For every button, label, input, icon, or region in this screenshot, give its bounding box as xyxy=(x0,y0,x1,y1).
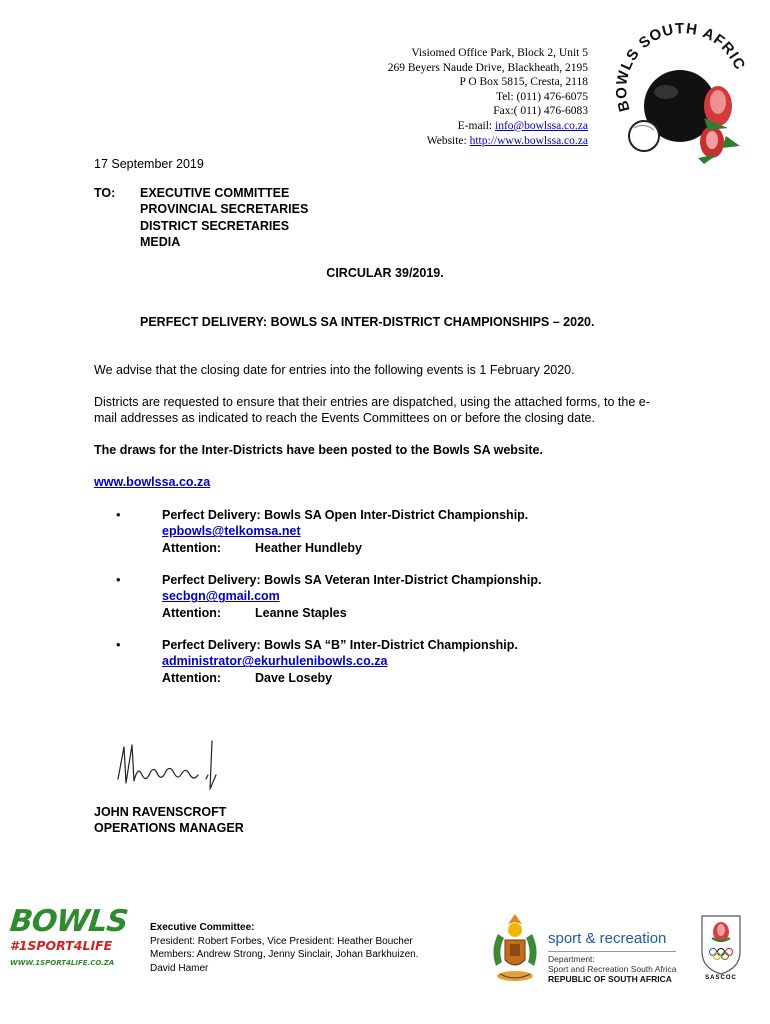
website-line: Website: http://www.bowlssa.co.za xyxy=(426,134,588,147)
event-item xyxy=(116,572,676,624)
committee-line: David Hamer xyxy=(150,962,209,974)
recipient: DISTRICT SECRETARIES xyxy=(140,218,290,233)
committee-heading: Executive Committee: xyxy=(150,922,255,933)
header-website-link[interactable]: http://www.bowlssa.co.za xyxy=(469,134,588,147)
bowls-1sport4life-logo: BOWLS #1SPORT4LIFE WWW.1SPORT4LIFE.CO.ZA xyxy=(8,904,130,967)
sport-recreation-title: sport & recreation xyxy=(548,930,667,947)
address-line: Visiomed Office Park, Block 2, Unit 5 xyxy=(411,47,588,59)
event-item xyxy=(116,637,676,689)
recipient: PROVINCIAL SECRETARIES xyxy=(140,202,309,217)
divider xyxy=(548,951,676,952)
bowls-south-africa-logo xyxy=(608,18,748,168)
bullet-icon: • xyxy=(116,507,121,522)
event-title: Perfect Delivery: Bowls SA “B” Inter-District Championship. xyxy=(162,638,518,652)
draws-note: The draws for the Inter-Districts have been posted to the Bowls SA website. xyxy=(94,443,543,457)
event-email-link[interactable]: secbgn@gmail.com xyxy=(162,589,280,604)
svg-text:BOWLS SOUTH AFRICA: BOWLS SOUTH AFRIC xyxy=(613,20,748,114)
sport-recreation-department-logo: sport & recreation Department: Sport and Recreation South Africa REPUBLIC OF SOUTH AFRICA xyxy=(548,930,684,990)
sascoc-text: SASCOC xyxy=(705,975,737,981)
header-email-link[interactable]: info@bowlssa.co.za xyxy=(495,119,588,132)
event-attention: Attention: Heather Hundleby xyxy=(162,540,362,555)
address-line: P O Box 5815, Cresta, 2118 xyxy=(459,76,588,89)
event-title: Perfect Delivery: Bowls SA Open Inter-District Championship. xyxy=(162,508,529,522)
event-email-link[interactable]: epbowls@telkomsa.net xyxy=(162,524,301,539)
event-attention: Attention: Dave Loseby xyxy=(162,670,333,685)
circular-number: CIRCULAR 39/2019. xyxy=(326,266,444,280)
fax: Fax:( 011) 476-6083 xyxy=(493,105,588,118)
signatory-title: OPERATIONS MANAGER xyxy=(94,821,244,835)
committee-line: President: Robert Forbes, Vice President: Heather Boucher xyxy=(150,935,413,947)
website-link[interactable]: www.bowlssa.co.za xyxy=(94,475,211,489)
executive-committee-info xyxy=(150,921,418,975)
subject-heading: PERFECT DELIVERY: BOWLS SA INTER-DISTRICT CHAMPIONSHIPS – 2020. xyxy=(140,315,595,329)
letter-date: 17 September 2019 xyxy=(94,157,204,171)
committee-line: Members: Andrew Strong, Jenny Sinclair, Johan Barkhuizen. xyxy=(150,949,419,961)
event-email-link[interactable]: administrator@ekurhulenibowls.co.za xyxy=(162,654,388,669)
event-title: Perfect Delivery: Bowls SA Veteran Inter-District Championship. xyxy=(162,573,542,587)
email-line: E-mail: info@bowlssa.co.za xyxy=(457,119,588,132)
recipient: EXECUTIVE COMMITTEE xyxy=(140,186,290,200)
recipient: MEDIA xyxy=(140,235,181,250)
bullet-icon: • xyxy=(116,572,121,587)
recipients-list xyxy=(140,185,308,251)
telephone: Tel: (011) 476-6075 xyxy=(495,90,588,103)
address-line: 269 Beyers Naude Drive, Blackheath, 2195 xyxy=(387,61,588,74)
instructions-paragraph: Districts are requested to ensure that their entries are dispatched, using the attached forms, to the e- mail addresses as indicated to reach the Events Committees on or before the closing date. xyxy=(94,395,650,425)
bullet-icon: • xyxy=(116,637,121,652)
coat-of-arms-icon xyxy=(488,910,542,986)
sascoc-logo xyxy=(698,912,744,988)
address-block xyxy=(388,46,588,148)
event-item xyxy=(116,507,676,559)
event-attention: Attention: Leanne Staples xyxy=(162,605,347,620)
closing-date-paragraph: We advise that the closing date for entries into the following events is 1 February 2020. xyxy=(94,363,575,377)
handwritten-signature xyxy=(112,735,232,795)
to-label: TO: xyxy=(94,186,116,200)
signatory-name: JOHN RAVENSCROFT xyxy=(94,805,227,819)
